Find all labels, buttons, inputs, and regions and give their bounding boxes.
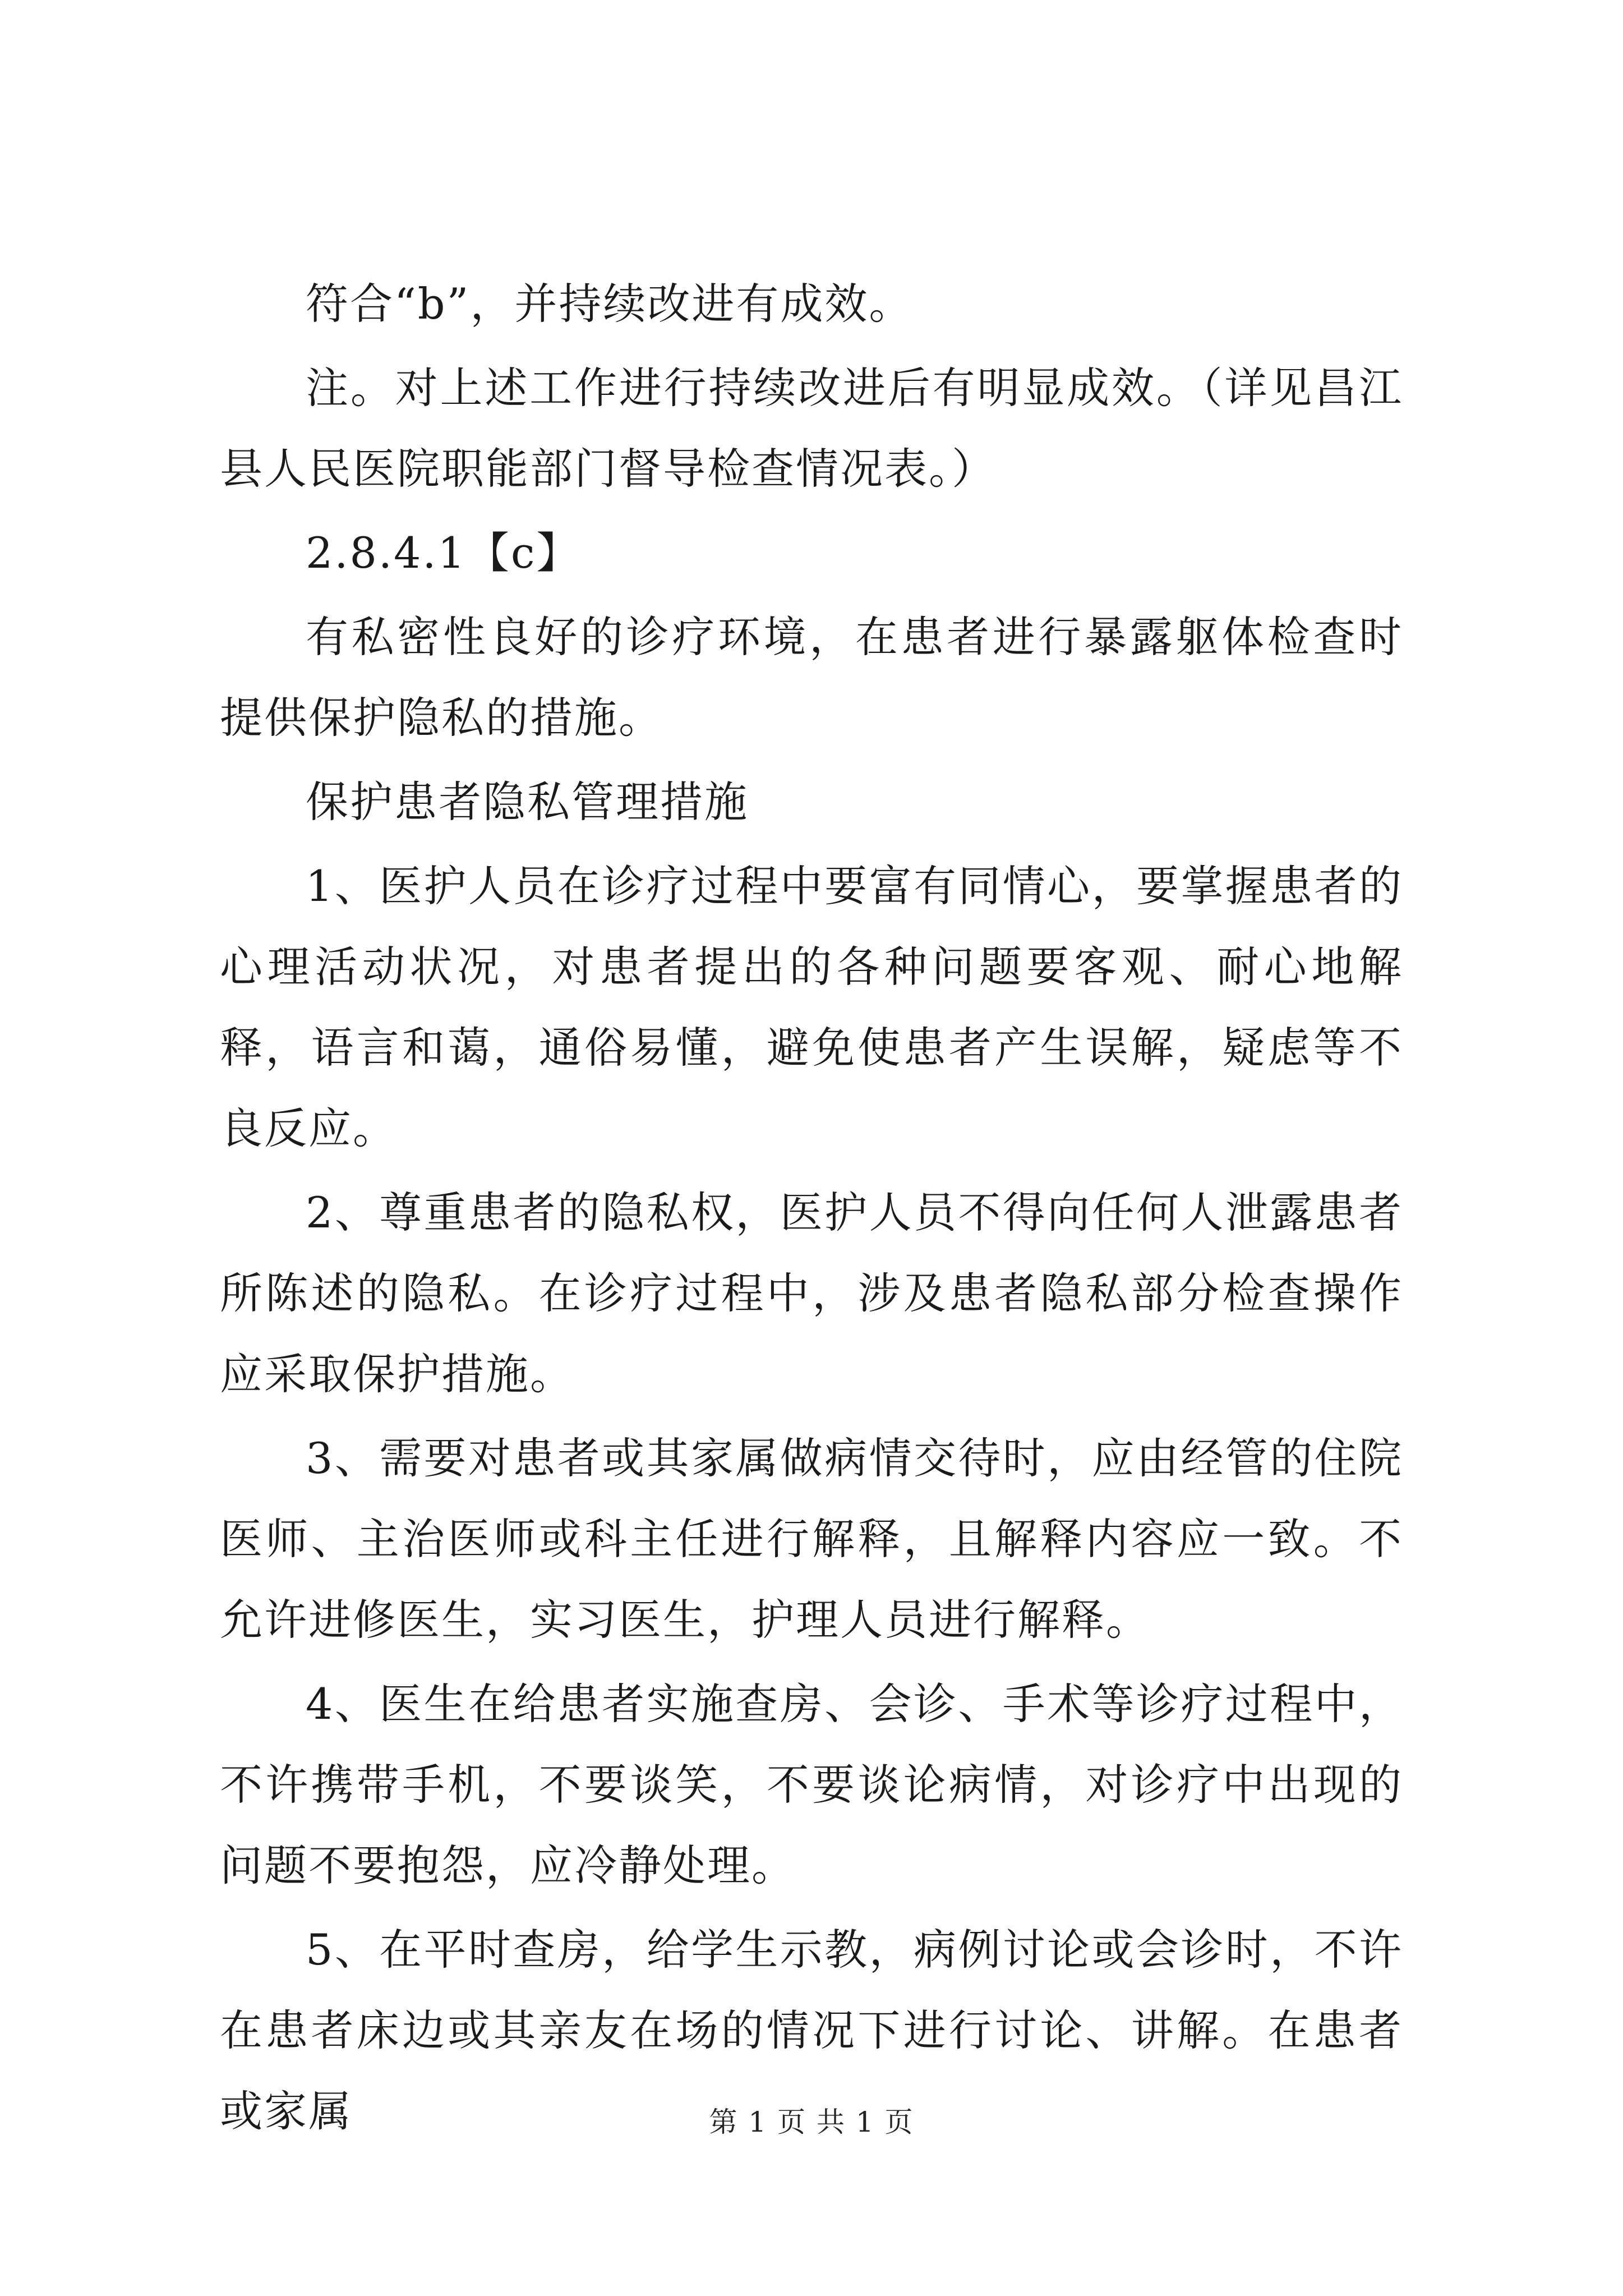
list-item-measure-2: 2、尊重患者的隐私权，医护人员不得向任何人泄露患者所陈述的隐私。在诊疗过程中，涉及患者隐私部分检查操作应采取保护措施。 xyxy=(220,1188,1403,1399)
list-item-measure-1: 1、医护人员在诊疗过程中要富有同情心，要掌握患者的心理活动状况，对患者提出的各种问题要客观、耐心地解释，语言和蔼，通俗易懂，避免使患者产生误解，疑虑等不良反应。 xyxy=(220,861,1403,1153)
paragraph-privacy-environment: 有私密性良好的诊疗环境，在患者进行暴露躯体检查时提供保护隐私的措施。 xyxy=(220,612,1403,743)
list-item-measure-4: 4、医生在给患者实施查房、会诊、手术等诊疗过程中，不许携带手机，不要谈笑，不要谈论病情，对诊疗中出现的问题不要抱怨，应冷静处理。 xyxy=(220,1679,1403,1890)
list-item-measure-5: 5、在平时查房，给学生示教，病例讨论或会诊时，不许在患者床边或其亲友在场的情况下进行讨论、讲解。在患者或家属 xyxy=(220,1925,1403,2136)
paragraph-conformity-note: 符合“b”，并持续改进有成效。 xyxy=(306,279,914,329)
section-number: 2.8.4.1【c】 xyxy=(306,528,581,578)
list-item-measure-3: 3、需要对患者或其家属做病情交待时，应由经管的住院医师、主治医师或科主任进行解释，且解释内容应一致。不允许进修医生，实习医生，护理人员进行解释。 xyxy=(220,1433,1403,1645)
page-number-footer: 第 1 页 共 1 页 xyxy=(709,2106,914,2138)
paragraph-improvement-note: 注。对上述工作进行持续改进后有明显成效。（详见昌江县人民医院职能部门督导检查情况表。） xyxy=(220,363,1403,494)
section-heading-privacy-measures: 保护患者隐私管理措施 xyxy=(306,777,749,827)
document-body xyxy=(220,264,1403,2155)
